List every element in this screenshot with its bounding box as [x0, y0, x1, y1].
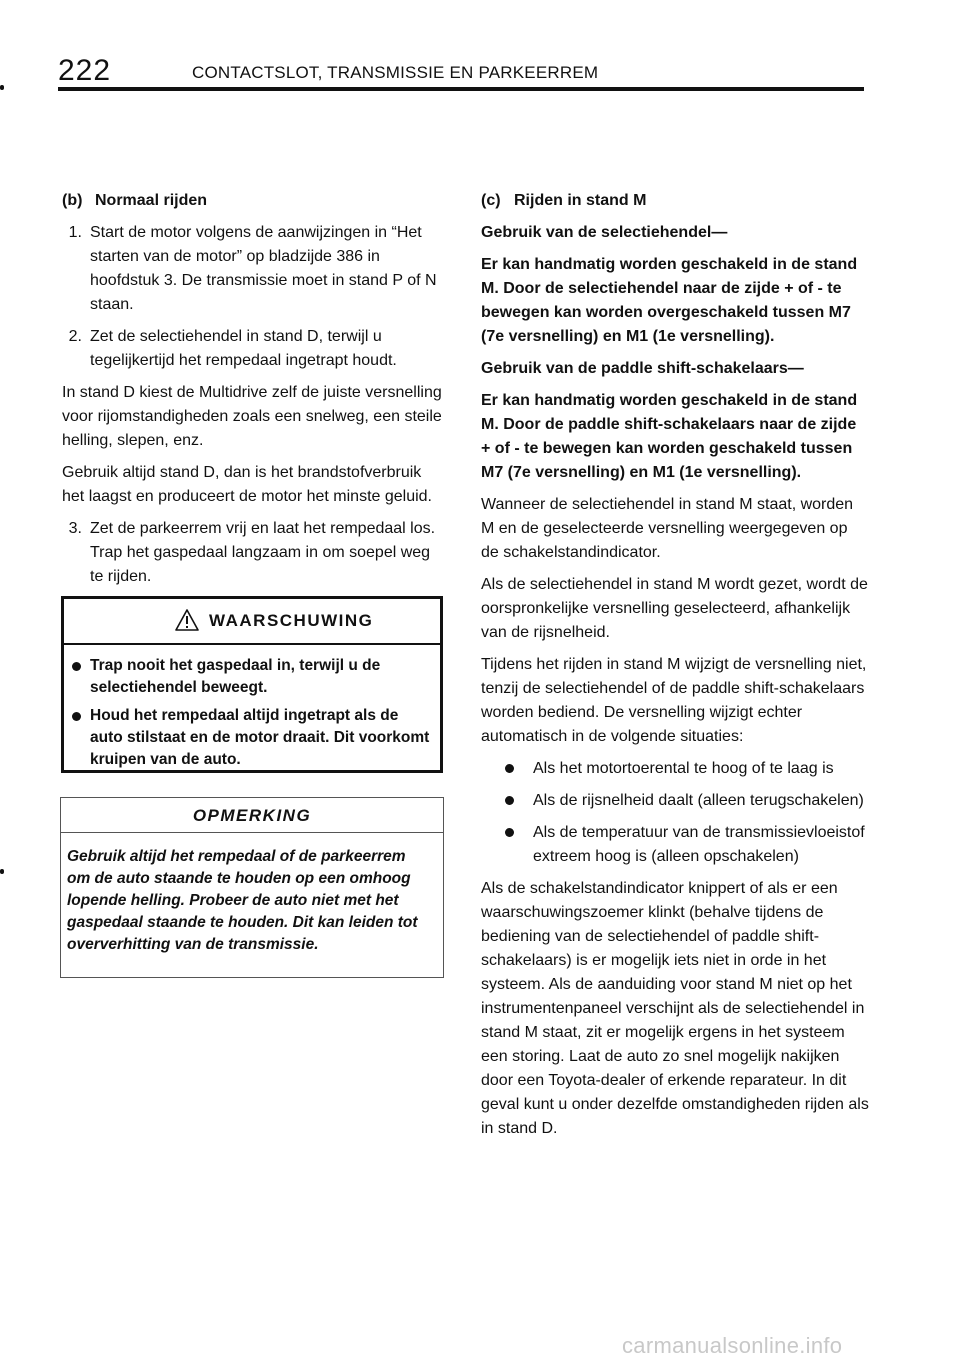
section-heading-c — [481, 189, 869, 213]
step-text: Start de motor volgens de aanwijzingen in “Het starten van de motor” op bladzijde 386 in hoofdstuk 3. De transmissie moet in stand P of N staan. — [90, 224, 437, 313]
paragraph: Wanneer de selectiehendel in stand M staat, worden M en de geselecteerde versnelling weergegeven op de schakelstandindicator. — [481, 496, 854, 561]
subheading-paddle-shift: Gebruik van de paddle shift-schakelaars— — [481, 360, 804, 377]
warning-header — [64, 599, 440, 645]
step-3 — [62, 517, 447, 589]
bullet-text: Als de temperatuur van de transmissievloeistof extreem hoog is (alleen opschakelen) — [533, 824, 865, 865]
section-heading-b — [62, 189, 447, 213]
bullet-item — [481, 789, 869, 813]
bullet-icon — [505, 764, 514, 773]
bullet-icon — [72, 712, 81, 721]
warning-box — [61, 596, 443, 773]
warning-triangle-icon — [174, 608, 200, 632]
section-title: Normaal rijden — [95, 192, 208, 209]
header-rule — [58, 87, 864, 91]
left-column — [62, 189, 447, 597]
paragraph: Tijdens het rijden in stand M wijzigt de versnelling niet, tenzij de selectiehendel of de paddle shift-schakelaars worden bediend. De versnelling wijzigt echter automatisch in de volgende situaties: — [481, 656, 867, 745]
section-label: (b) — [62, 192, 83, 209]
subheading-selector-lever: Gebruik van de selectiehendel— — [481, 224, 728, 241]
margin-mark-middle — [0, 869, 4, 874]
note-text: Gebruik altijd het rempedaal of de parkeerrem om de auto staande te houden op een omhoog lopende helling. Probeer de auto niet met het gaspedaal staande te houden. Dit kan leiden tot oververhitting van de transmissie. — [67, 848, 418, 953]
step-2 — [62, 325, 447, 373]
page-number: 222 — [58, 54, 112, 87]
warning-text: Houd het rempedaal altijd ingetrapt als de auto stilstaat en de motor draait. Dit voorkomt kruipen van de auto. — [90, 707, 430, 768]
warning-title: WAARSCHUWING — [209, 611, 374, 630]
page-header — [58, 54, 864, 94]
bullet-text: Als de rijsnelheid daalt (alleen terugschakelen) — [533, 792, 864, 809]
section-title: Rijden in stand M — [514, 192, 647, 209]
paragraph: Als de selectiehendel in stand M wordt gezet, wordt de oorspronkelijke versnelling geselecteerd, afhankelijk van de rijsnelheid. — [481, 576, 868, 641]
step-1 — [62, 221, 447, 317]
bullet-icon — [72, 662, 81, 671]
bold-paragraph: Er kan handmatig worden geschakeld in de stand M. Door de paddle shift-schakelaars naar de zijde + of - te bewegen kan worden geschakeld tussen M7 (7e versnelling) en M1 (1e versnelling). — [481, 392, 858, 481]
section-label: (c) — [481, 192, 501, 209]
paragraph: Gebruik altijd stand D, dan is het brandstofverbruik het laagst en produceert de motor het minste geluid. — [62, 464, 432, 505]
warning-text: Trap nooit het gaspedaal in, terwijl u de selectiehendel beweegt. — [90, 657, 381, 696]
warning-body — [64, 645, 440, 771]
step-number: 2. — [68, 328, 82, 345]
step-text: Zet de parkeerrem vrij en laat het rempedaal los. Trap het gaspedaal langzaam in om soepel weg te rijden. — [90, 520, 436, 585]
watermark: carmanualsonline.info — [622, 1333, 843, 1358]
note-box — [60, 797, 444, 978]
bold-paragraph: Er kan handmatig worden geschakeld in de stand M. Door de selectiehendel naar de zijde + of - te bewegen kan worden overgeschakeld tussen M7 (7e versnelling) en M1 (1e versnelling). — [481, 256, 858, 345]
paragraph: In stand D kiest de Multidrive zelf de juiste versnelling voor rijomstandigheden zoals een snelweg, een steile helling, slepen, enz. — [62, 384, 442, 449]
paragraph: Als de schakelstandindicator knippert of als er een waarschuwingszoemer klinkt (behalve tijdens de bediening van de selectiehendel of paddle shift-schakelaars) is er mogelijk iets niet in orde in het systeem. Als de aanduiding voor stand M niet op het instrumentenpaneel verschijnt als de selectiehendel in stand M staat, zit er mogelijk ergens in het systeem een storing. Laat de auto zo snel mogelijk nakijken door een Toyota-dealer of erkende reparateur. In dit geval kunt u onder dezelfde omstandigheden rijden als in stand D. — [481, 880, 869, 1137]
right-column — [481, 189, 869, 1149]
bullet-icon — [505, 828, 514, 837]
note-title: OPMERKING — [192, 806, 312, 825]
bullet-item — [481, 821, 869, 869]
warning-item — [70, 655, 430, 699]
bullet-item — [481, 757, 869, 781]
chapter-title: CONTACTSLOT, TRANSMISSIE EN PARKEERREM — [192, 63, 599, 82]
step-text: Zet de selectiehendel in stand D, terwijl u tegelijkertijd het rempedaal ingetrapt houdt. — [90, 328, 397, 369]
margin-mark-top — [0, 85, 4, 90]
step-number: 3. — [68, 520, 82, 537]
step-number: 1. — [68, 224, 82, 241]
bullet-icon — [505, 796, 514, 805]
note-header — [61, 798, 443, 833]
bullet-text: Als het motortoerental te hoog of te laag is — [533, 760, 834, 777]
warning-item — [70, 705, 430, 771]
